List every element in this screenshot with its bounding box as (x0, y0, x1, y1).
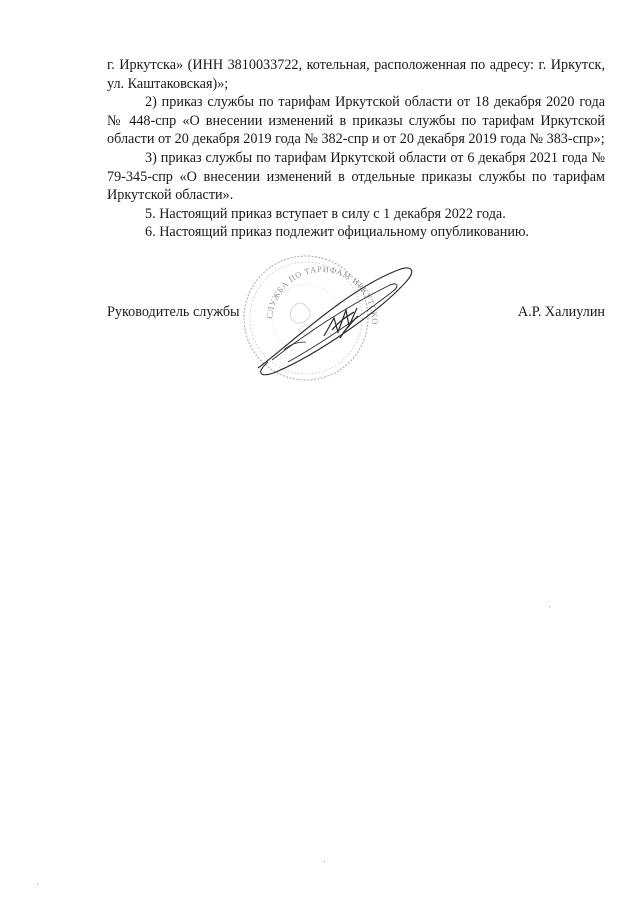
scan-speck (549, 606, 550, 607)
svg-text:СЛУЖБА ПО ТАРИФАМ ИРКУТСКОЙ ОБ: СЛУЖБА ПО ТАРИФАМ ИРКУТСКО (264, 263, 381, 326)
scan-speck (37, 884, 38, 885)
paragraph-address-continuation: г. Иркутска» (ИНН 3810033722, котельная, расположенная по адресу: г. Иркутск, ул. Каштаковская)»; (107, 57, 605, 92)
paragraph-item-2: 2) приказ службы по тарифам Иркутской области от 18 декабря 2020 года № 448-спр «О внесении изменений в приказы службы по тарифам Иркутской области от 20 декабря 2019 года № 382-спр и от 20 декабря 2019 года № 383-спр»; (107, 94, 605, 148)
signatory-position: Руководитель службы (107, 304, 240, 320)
paragraph-item-3: 3) приказ службы по тарифам Иркутской области от 6 декабря 2021 года № 79-345-спр «О внесении изменений в отдельные приказы службы по тарифам Иркутской области». (107, 149, 605, 204)
official-seal-stamp (228, 250, 418, 385)
paragraph-clause-5: 5. Настоящий приказ вступает в силу с 1 декабря 2022 года. (145, 205, 506, 222)
paragraph-clause-6: 6. Настоящий приказ подлежит официальному опубликованию. (145, 224, 530, 241)
seal-and-signature-graphic (228, 250, 418, 385)
order-body-text (107, 56, 605, 242)
signatory-name: А.Р. Халиулин (517, 304, 605, 320)
scan-speck (324, 861, 325, 862)
